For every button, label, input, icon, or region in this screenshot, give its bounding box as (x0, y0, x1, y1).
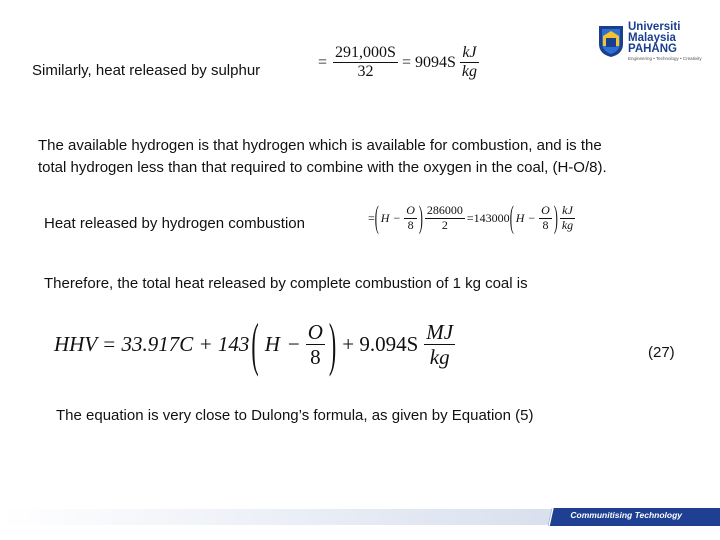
sulphur-equation (318, 44, 481, 82)
logo-line-1: Universiti (628, 21, 681, 33)
left-paren-2-icon: ( (509, 198, 514, 236)
equation-number: (27) (648, 344, 675, 361)
hydrogen-O: O (406, 203, 415, 217)
hhv-H: H (264, 332, 280, 357)
logo-wordmark (628, 22, 680, 55)
sulphur-unit-den: kg (461, 63, 477, 81)
dulong-note: The equation is very close to Dulong’s formula, as given by Equation (5) (56, 407, 534, 424)
hhv-O: O (307, 320, 323, 344)
hydrogen-minus: − (393, 210, 401, 225)
logo-line-2: Malaysia (628, 32, 676, 44)
sulphur-fraction (333, 44, 398, 82)
hydrogen-unit-num: kJ (562, 203, 573, 217)
hydrogen-label: Heat released by hydrogen combustion (44, 215, 305, 232)
shield-logo-icon (598, 24, 624, 58)
hydrogen-H: H (380, 210, 390, 225)
hydrogen-O-2: O (541, 203, 550, 217)
hydrogen-paragraph-line-2: total hydrogen less than that required to combine with the oxygen in the coal, (H-O/8). (38, 159, 607, 176)
right-paren-2-icon: ) (553, 198, 558, 236)
hhv-left-paren-icon: ( (251, 309, 259, 378)
hhv-o-over-8 (306, 320, 325, 369)
hydrogen-8: 8 (407, 217, 414, 232)
footer-slogan: Communitising Technology (570, 510, 682, 520)
hydrogen-o-over-8-2 (539, 204, 552, 233)
footer-text-container (0, 508, 720, 526)
sulphur-mid: = 9094S (401, 53, 456, 71)
hhv-8: 8 (310, 345, 321, 370)
hydrogen-paragraph-line-1: The available hydrogen is that hydrogen which is available for combustion, and is the (38, 137, 602, 154)
left-paren-icon: ( (374, 198, 379, 236)
hydrogen-equation (368, 198, 577, 236)
sulphur-unit (460, 44, 479, 82)
hhv-lhs: HHV = 33.917C + 143 (54, 332, 250, 357)
sulphur-den: 32 (357, 63, 374, 81)
right-paren-icon: ) (418, 198, 423, 236)
hydrogen-den: 2 (441, 217, 448, 232)
hhv-unit-den: kg (429, 345, 450, 370)
hhv-unit (424, 320, 455, 369)
logo-line-3: PAHANG (628, 43, 677, 55)
hydrogen-o-over-8 (404, 204, 417, 233)
sulphur-label: Similarly, heat released by sulphur (32, 62, 261, 79)
therefore-text: Therefore, the total heat released by complete combustion of 1 kg coal is (44, 275, 528, 292)
hhv-unit-num: MJ (426, 320, 454, 344)
sulphur-num: 291,000S (333, 44, 398, 63)
hydrogen-mid: =143000 (466, 210, 510, 225)
logo-tagline: Engineering • Technology • Creativity (628, 56, 702, 61)
hydrogen-lead-eq: = (368, 210, 375, 225)
hydrogen-unit-den: kg (561, 217, 574, 232)
hhv-minus: − (287, 332, 300, 357)
sulphur-eq-sign: = (318, 53, 328, 71)
hydrogen-H2: H (515, 210, 525, 225)
hhv-equation (54, 309, 457, 378)
sulphur-unit-num: kJ (460, 44, 478, 63)
hydrogen-unit (560, 204, 575, 233)
hydrogen-fraction (425, 204, 465, 233)
hydrogen-num: 286000 (426, 203, 463, 217)
university-logo (598, 18, 706, 66)
hhv-right-paren-icon: ) (328, 309, 337, 378)
hhv-plus: + 9.094S (342, 332, 419, 357)
hydrogen-minus-2: − (528, 210, 536, 225)
hydrogen-8-2: 8 (542, 217, 549, 232)
